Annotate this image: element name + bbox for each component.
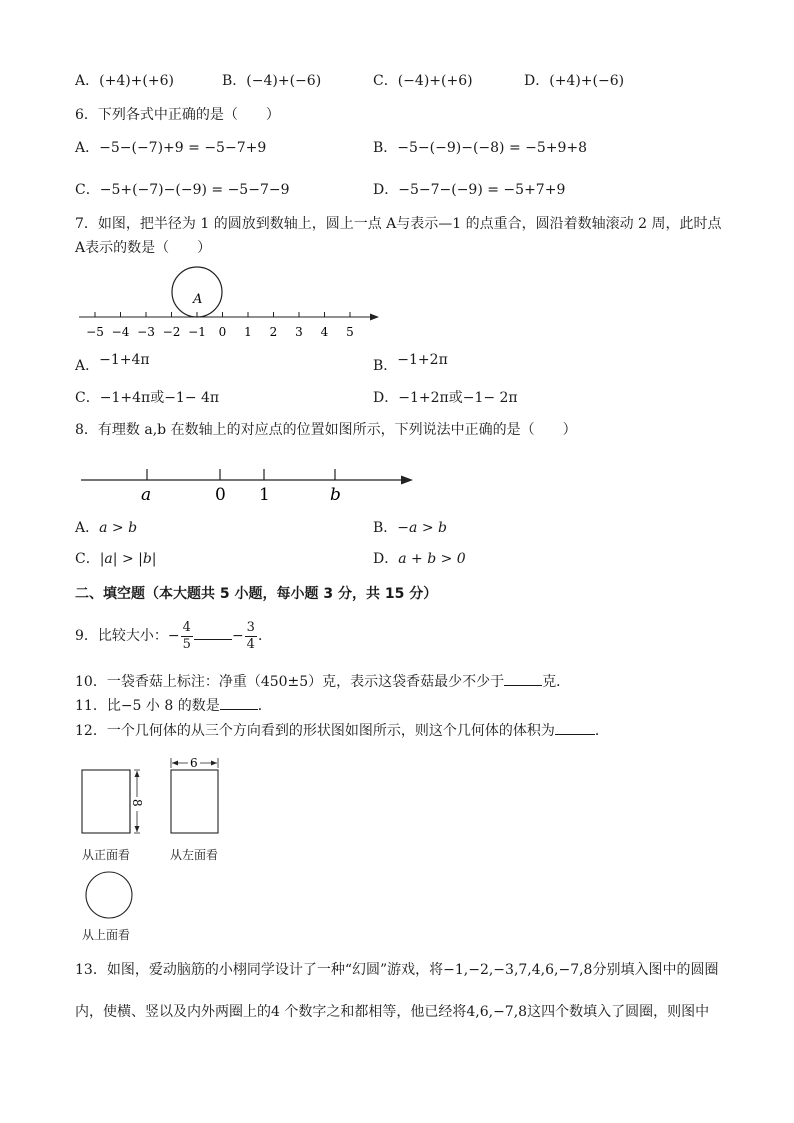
minus-sign: − <box>167 628 180 644</box>
axis-tick-label: −4 <box>111 325 130 339</box>
q11-text: 11．比−5 小 8 的数是 <box>75 698 220 714</box>
minus-sign: − <box>231 628 244 644</box>
option-expression: a + b > 0 <box>398 551 466 567</box>
axis-tick-label: −3 <box>137 325 155 339</box>
front-view-rect <box>82 770 130 833</box>
q7-option-c <box>75 389 219 407</box>
option-label: C． <box>75 390 100 406</box>
option-expression: −1+4π或−1− 4π <box>99 390 220 406</box>
q8-option-b <box>373 519 447 537</box>
option-label: B． <box>373 358 398 374</box>
number-line-arrow <box>370 314 379 321</box>
caption-left-view: 从左面看 <box>170 848 219 862</box>
q5-option-d <box>524 72 624 90</box>
top-view-figure <box>84 870 136 922</box>
option-label: C． <box>75 182 100 198</box>
dim-arrow-left <box>172 761 178 766</box>
q9-question <box>75 616 272 656</box>
option-label: C． <box>75 551 100 567</box>
option-label: A． <box>75 520 100 536</box>
q7-number-line-figure <box>75 266 385 342</box>
axis-label-zero: 0 <box>215 485 226 505</box>
dim-arrow-down <box>135 826 140 832</box>
q8-option-c <box>75 550 157 568</box>
axis-tick-label: 5 <box>346 325 354 339</box>
option-expression: (+4)+(+6) <box>99 73 174 89</box>
option-expression: (−4)+(+6) <box>397 73 473 89</box>
option-label: A． <box>75 358 100 374</box>
answer-blank[interactable] <box>220 709 258 710</box>
option-label: D． <box>373 182 399 198</box>
q7-stem-line1: 7．如图，把半径为 1 的圆放到数轴上，圆上一点 A与表示—1 的点重合，圆沿着数轴滚动 2 周，此时点 <box>75 216 722 232</box>
axis-label-a: a <box>141 485 152 505</box>
option-label: B． <box>373 520 398 536</box>
number-line-ticks <box>86 312 354 339</box>
option-expression: −5+(−7)−(−9) = −5−7−9 <box>99 182 290 198</box>
axis-tick-label: −2 <box>162 325 181 339</box>
q11-suffix: ． <box>257 698 272 714</box>
denominator: 4 <box>246 636 255 652</box>
option-label: B． <box>373 140 398 156</box>
number-line-arrow <box>401 476 413 485</box>
option-expression: −5−(−9)−(−8) = −5+9+8 <box>397 140 588 156</box>
caption-top-view: 从上面看 <box>82 928 131 942</box>
q5-option-b <box>222 72 321 90</box>
top-view-circle <box>86 872 132 918</box>
axis-tick-label: 3 <box>295 325 303 339</box>
option-label: D． <box>373 390 399 406</box>
option-expression: |a| > |b| <box>99 551 157 567</box>
axis-label-one: 1 <box>259 485 270 505</box>
q6-option-b <box>373 139 587 157</box>
option-expression: (−4)+(−6) <box>246 73 322 89</box>
option-label: D． <box>373 551 399 567</box>
q9-prefix: 9．比较大小： <box>75 628 168 644</box>
axis-tick-label: 4 <box>320 325 329 339</box>
option-expression: −1+4π <box>99 352 150 368</box>
q7-option-b <box>373 352 448 375</box>
q12-question <box>75 722 609 740</box>
q10-question <box>75 673 570 691</box>
option-expression: (+4)+(−6) <box>549 73 625 89</box>
q8-option-a <box>75 519 137 537</box>
option-label: C． <box>373 73 398 89</box>
numerator: 4 <box>182 619 191 635</box>
q12-suffix: ． <box>594 723 609 739</box>
dim-arrow-up <box>135 771 140 777</box>
q7-stem-line2: A表示的数是（ ） <box>75 240 212 256</box>
option-expression: −a > b <box>397 520 447 536</box>
dim-height-label: 8 <box>130 799 144 807</box>
q6-stem: 6．下列各式中正确的是（ ） <box>75 107 280 123</box>
option-expression: −1+2π <box>397 352 448 368</box>
option-expression: −5−7−(−9) = −5+7+9 <box>398 182 566 198</box>
q10-suffix: 克． <box>542 674 571 690</box>
option-expression: −1+2π或−1− 2π <box>398 390 518 406</box>
q12-three-views-figure <box>78 754 238 840</box>
q9-suffix: ． <box>257 628 272 644</box>
q12-text: 12．一个几何体的从三个方向看到的形状图如图所示，则这个几何体的体积为 <box>75 723 555 739</box>
q6-option-c <box>75 181 289 199</box>
numerator: 3 <box>246 619 255 635</box>
q10-text: 10．一袋香菇上标注：净重（450±5）克，表示这袋香菇最少不少于 <box>75 674 505 690</box>
option-label: A． <box>75 140 100 156</box>
option-label: D． <box>524 73 550 89</box>
answer-blank[interactable] <box>194 639 232 640</box>
option-expression: −5−(−7)+9 = −5−7+9 <box>99 140 267 156</box>
q8-option-d <box>373 550 466 568</box>
denominator: 5 <box>182 636 191 652</box>
axis-tick-label: −5 <box>86 325 104 339</box>
section-heading: 二、填空题（本大题共 5 小题，每小题 3 分，共 15 分） <box>75 586 438 602</box>
q7-option-d <box>373 389 518 407</box>
q6-option-a <box>75 139 266 157</box>
fraction-4-5 <box>181 620 193 653</box>
option-label: B． <box>222 73 247 89</box>
q13-line1: 13．如图，爱动脑筋的小栩同学设计了一种“幻圆”游戏，将−1,−2,−3,7,4,6,−7,8分别填入图中的圆圈 <box>75 962 719 978</box>
circle-point-label: A <box>193 292 203 307</box>
dim-width-label: 6 <box>190 756 198 770</box>
axis-tick-label: 1 <box>244 325 252 339</box>
axis-tick-label: 2 <box>269 325 278 339</box>
fraction-3-4 <box>245 620 257 653</box>
option-expression: a > b <box>99 520 138 536</box>
q7-option-a <box>75 352 150 375</box>
q8-stem: 8．有理数 a,b 在数轴上的对应点的位置如图所示，下列说法中正确的是（ ） <box>75 422 577 438</box>
left-view-rect <box>171 770 218 833</box>
answer-blank[interactable] <box>504 685 542 686</box>
q5-option-c <box>373 72 473 90</box>
q6-option-d <box>373 181 565 199</box>
axis-label-b: b <box>330 485 341 505</box>
q5-option-a <box>75 72 174 90</box>
option-label: A． <box>75 73 100 89</box>
caption-front-view: 从正面看 <box>82 848 131 862</box>
answer-blank[interactable] <box>555 734 595 735</box>
q13-line2: 内，使横、竖以及内外两圈上的4 个数字之和都相等，他已经将4,6,−7,8这四个数填入了圆圈，则图中 <box>75 1004 710 1020</box>
axis-tick-label: −1 <box>188 325 206 339</box>
q11-question <box>75 697 272 715</box>
dim-arrow-right <box>211 761 217 766</box>
axis-tick-label: 0 <box>218 325 227 339</box>
q8-number-line-figure <box>75 460 420 506</box>
